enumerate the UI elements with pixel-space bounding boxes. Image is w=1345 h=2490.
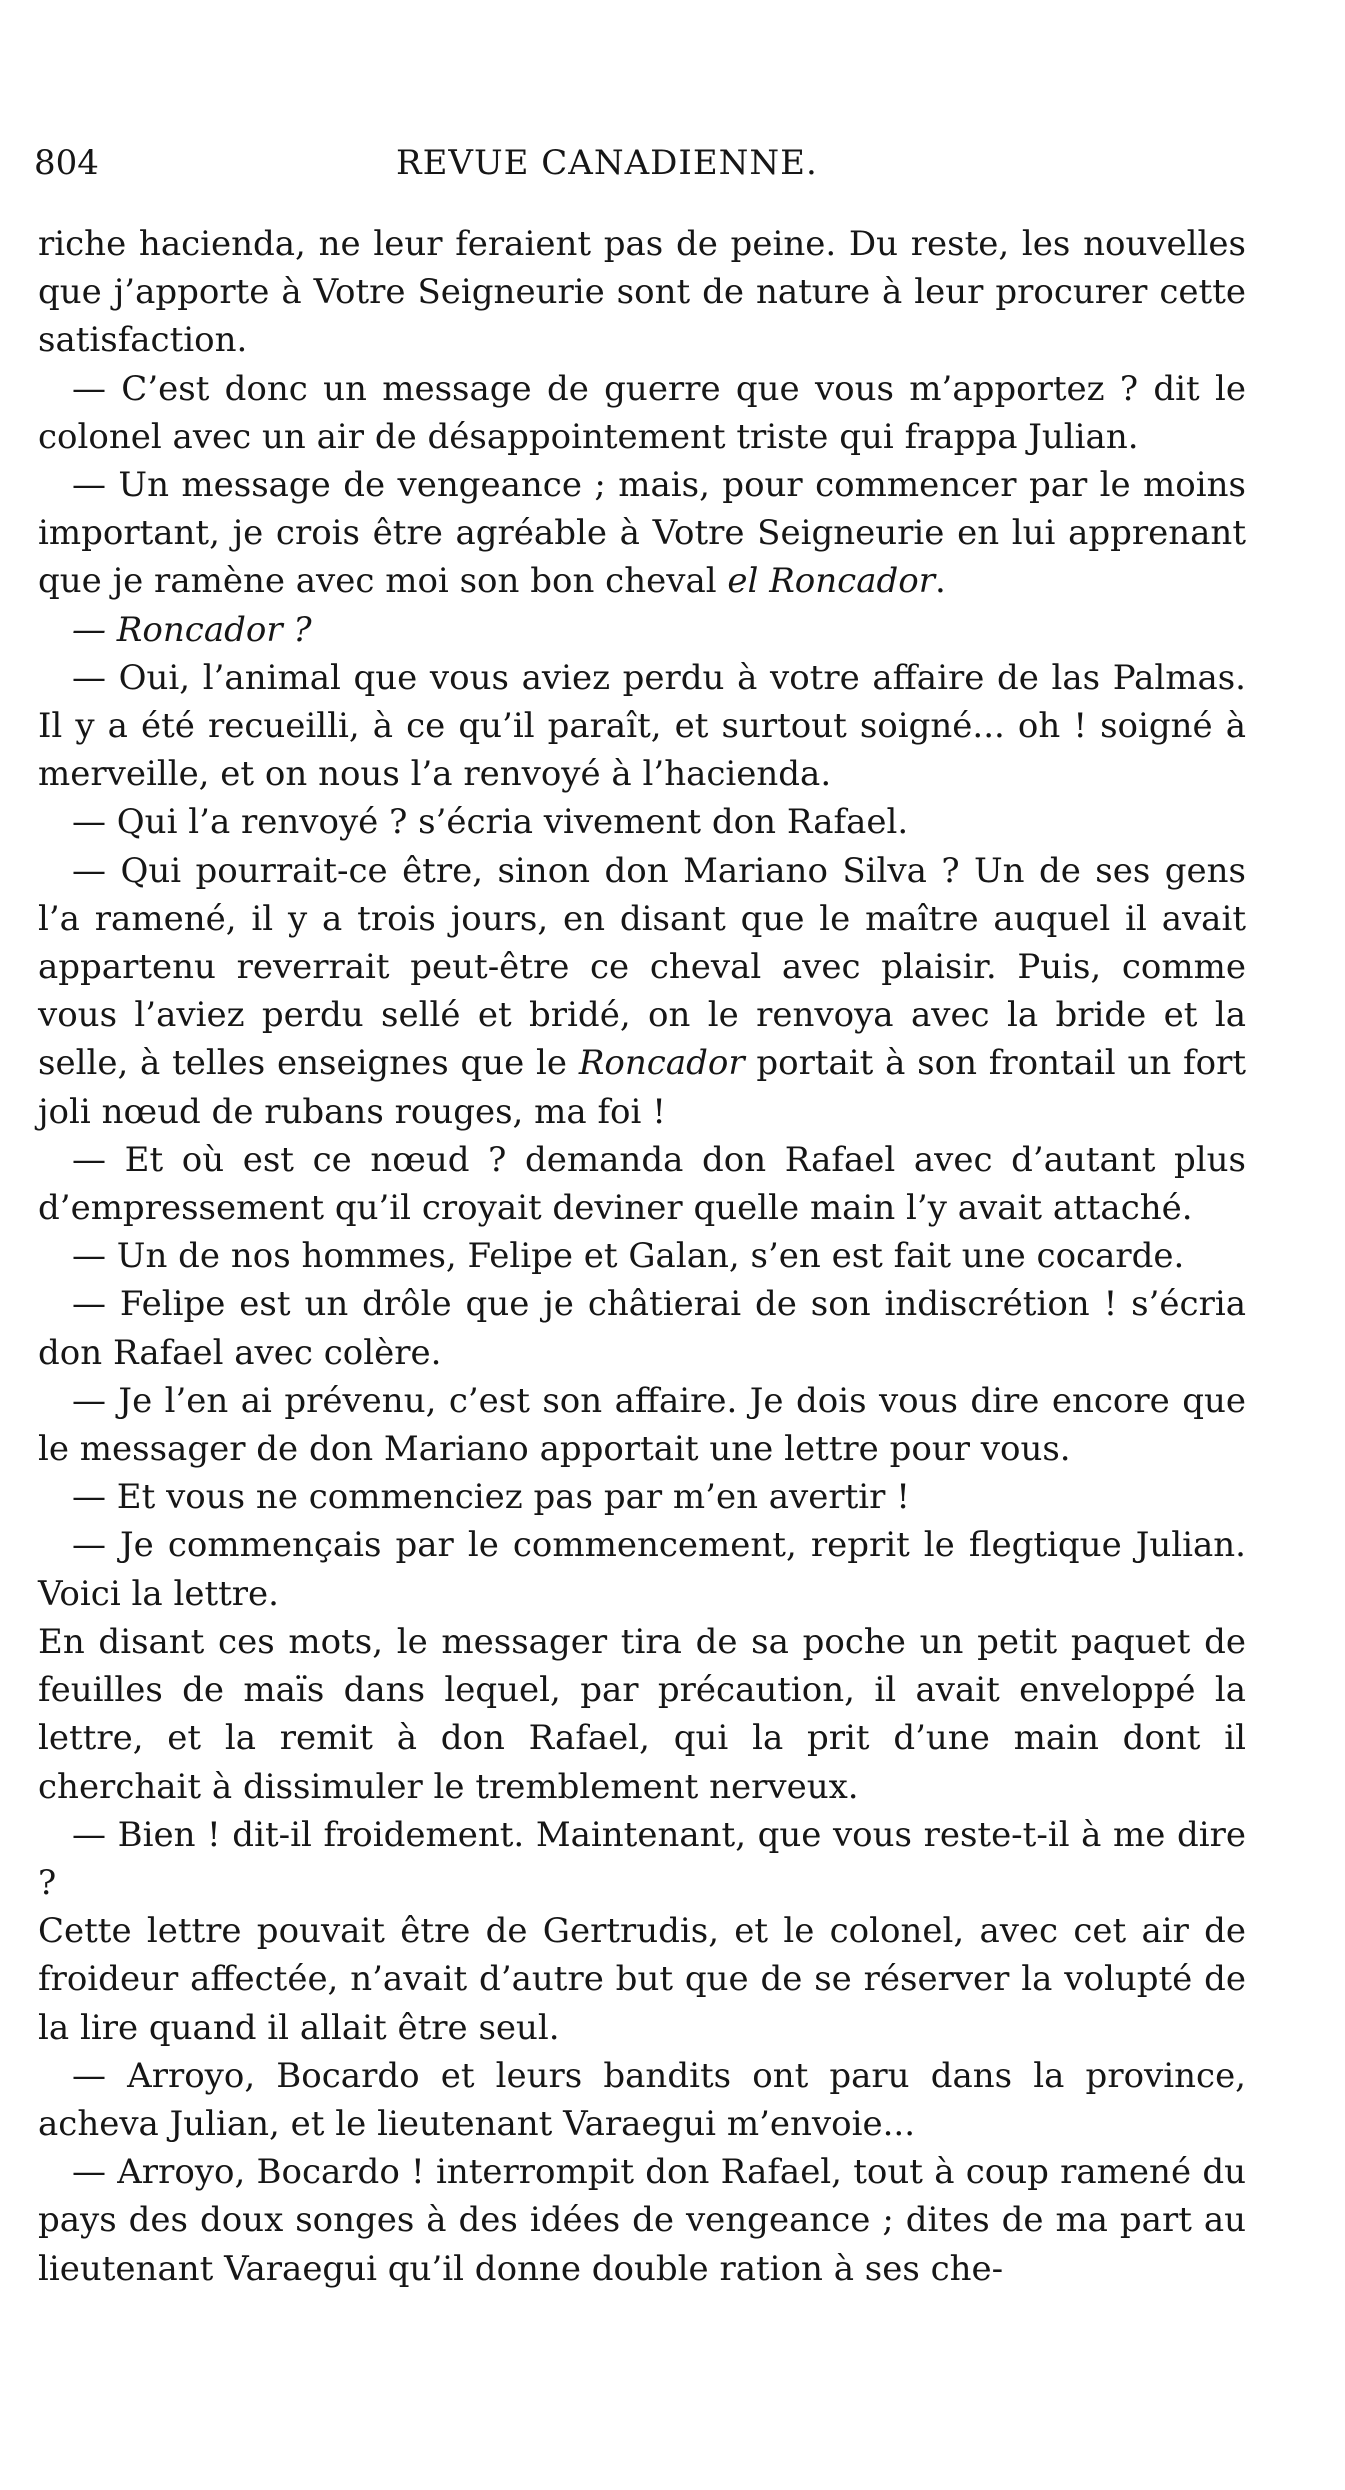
body-text bbox=[38, 220, 1246, 2293]
paragraph: — Et vous ne commenciez pas par m’en avertir ! bbox=[72, 1477, 910, 1518]
paragraph: — Arroyo, Bocardo et leurs bandits ont paru dans la province, acheva Julian, et le lieutenant Varaegui m’envoie... bbox=[38, 2055, 1246, 2144]
paragraph: — Qui l’a renvoyé ? s’écria vivement don Rafael. bbox=[72, 802, 909, 843]
italic-text: el Roncador bbox=[727, 561, 935, 602]
italic-text: — Roncador ? bbox=[72, 609, 312, 650]
paragraph: — Je l’en ai prévenu, c’est son affaire. Je dois vous dire encore que le messager de don Mariano apportait une lettre pour vous. bbox=[38, 1380, 1246, 1470]
paragraph: — Bien ! dit-il froidement. Maintenant, que vous reste-t-il à me dire ? bbox=[38, 1814, 1246, 1903]
paragraph: riche hacienda, ne leur feraient pas de peine. Du reste, les nouvelles que j’apporte à Votre Seigneurie sont de nature à leur procurer cette satisfaction. bbox=[38, 224, 1246, 361]
paragraph: — Je commençais par le commencement, reprit le flegtique Julian. Voici la lettre. bbox=[38, 1525, 1246, 1614]
paragraph: Cette lettre pouvait être de Gertrudis, et le colonel, avec cet air de froideur affectée, n’avait d’autre but que de se réserver la volupté de la lire quand il allait être seul. bbox=[38, 1911, 1246, 2048]
paragraph: — Oui, l’animal que vous aviez perdu à votre affaire de las Palmas. Il y a été recueilli, à ce qu’il paraît, et surtout soigné... oh ! soigné à merveille, et on nous l’a renvoyé à l’hacienda. bbox=[38, 657, 1246, 795]
paragraph: — Un message de vengeance ; mais, pour commencer par le moins important, je crois être agréable à Votre Seigneurie en lui apprenant que je ramène avec moi son bon cheval el Roncador. bbox=[38, 465, 1246, 602]
paragraph: — Qui pourrait-ce être, sinon don Mariano Silva ? Un de ses gens l’a ramené, il y a trois jours, en disant que le maître auquel il avait appartenu reverrait peut-être ce cheval avec plaisir. Puis, comme vous l’aviez perdu sellé et bridé, on le renvoya avec la bride et la selle, à telles enseignes que le Roncador portait à son frontail un fort joli nœud de rubans rouges, ma foi ! bbox=[38, 850, 1247, 1132]
page-header bbox=[34, 138, 1234, 188]
italic-text: Roncador bbox=[578, 1043, 745, 1084]
paragraph: — Et où est ce nœud ? demanda don Rafael avec d’autant plus d’empressement qu’il croyait deviner quelle main l’y avait attaché. bbox=[38, 1139, 1246, 1229]
paragraph: En disant ces mots, le messager tira de sa poche un petit paquet de feuilles de maïs dans lequel, par précaution, il avait enveloppé la lettre, et la remit à don Rafael, qui la prit d’une main dont il cherchait à dissimuler le tremblement nerveux. bbox=[38, 1621, 1246, 1807]
paragraph bbox=[38, 606, 1246, 654]
paragraph: — C’est donc un message de guerre que vous m’apportez ? dit le colonel avec un air de désappointement triste qui frappa Julian. bbox=[38, 368, 1246, 457]
paragraph: — Arroyo, Bocardo ! interrompit don Rafael, tout à coup ramené du pays des doux songes à des idées de vengeance ; dites de ma part au lieutenant Varaegui qu’il donne double ration à ses che- bbox=[38, 2152, 1246, 2289]
running-title: REVUE CANADIENNE. bbox=[396, 143, 818, 183]
paragraph: — Un de nos hommes, Felipe et Galan, s’en est fait une cocarde. bbox=[72, 1236, 1185, 1277]
page-number: 804 bbox=[34, 143, 99, 183]
paragraph: — Felipe est un drôle que je châtierai de son indiscrétion ! s’écria don Rafael avec colère. bbox=[38, 1284, 1246, 1373]
